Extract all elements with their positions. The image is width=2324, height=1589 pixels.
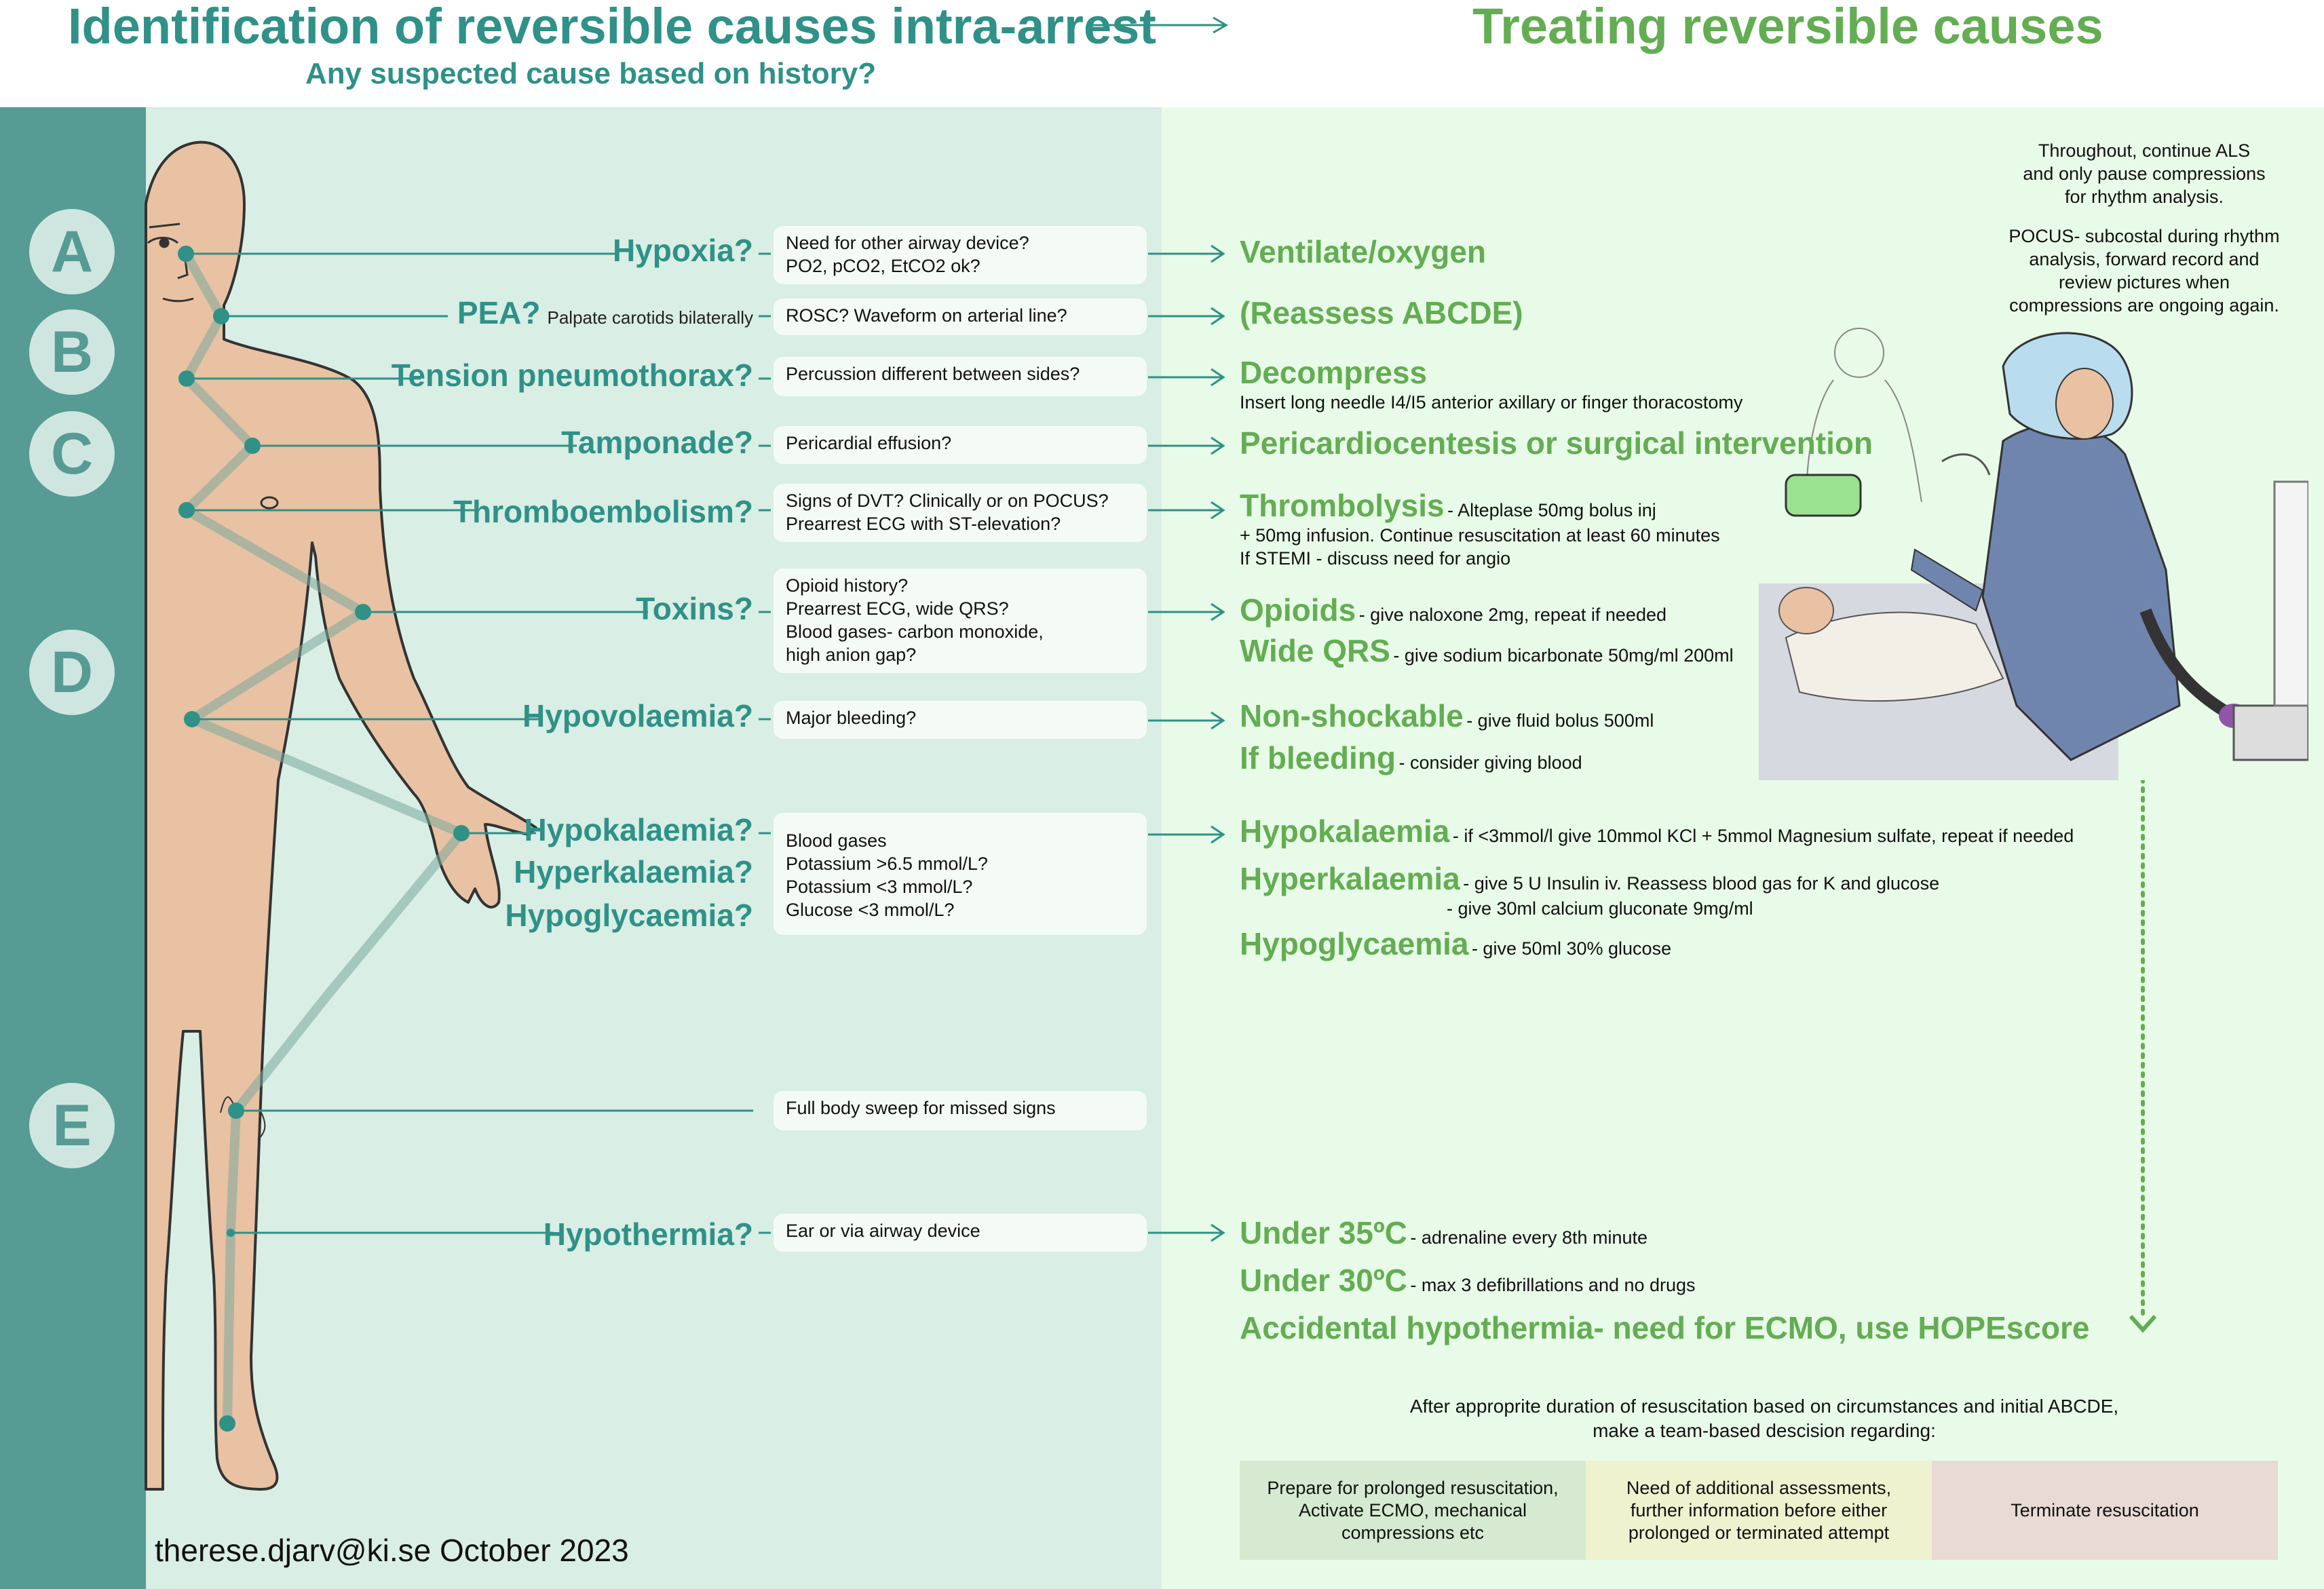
question-line: Opioid history? — [786, 575, 909, 596]
letter-d: D — [29, 630, 115, 715]
cause-hypovolaemia: Hypovolaemia? — [522, 698, 753, 733]
letter-a: A — [29, 209, 115, 294]
letter-e: E — [29, 1083, 115, 1168]
treatment-bleeding — [1240, 740, 1582, 776]
treatment-opioids-title: Opioids — [1240, 592, 1356, 628]
treatment-reassess: (Reassess ABCDE) — [1240, 295, 1523, 330]
arrow-icon — [1148, 712, 1223, 729]
treatment-hyperk-title: Hyperkalaemia — [1240, 861, 1460, 896]
arrow-icon — [1148, 826, 1223, 843]
cause-pea — [457, 294, 753, 331]
decision-intro-line: make a team-based descision regarding: — [1593, 1420, 1936, 1441]
decision-line: compressions etc — [1341, 1522, 1485, 1543]
treatment-wideqrs-title: Wide QRS — [1240, 633, 1390, 668]
treatment-hypoglycaemia — [1240, 925, 1671, 962]
cpr-illustration — [1759, 326, 2308, 780]
note-line: for rhythm analysis. — [2064, 187, 2224, 207]
arrow-icon — [1148, 438, 1223, 454]
arrow-icon — [1148, 604, 1223, 620]
treatment-hypogly-title: Hypoglycaemia — [1240, 926, 1469, 961]
treatment-non-shockable — [1240, 697, 1654, 734]
question-line: Prearrest ECG, wide QRS? — [786, 598, 1009, 619]
treatment-bleeding-note: - consider giving blood — [1398, 752, 1582, 773]
question-line: Blood gases — [786, 830, 887, 851]
decision-line: Prepare for prolonged resuscitation, — [1267, 1477, 1559, 1498]
treatment-hyperkalaemia — [1240, 860, 1939, 920]
treatment-decompress-title: Decompress — [1240, 355, 1428, 390]
question-line: Potassium >6.5 mmol/L? — [786, 854, 988, 874]
treatment-under30-title: Under 30ºC — [1240, 1263, 1407, 1298]
question-line: Potassium <3 mmol/L? — [786, 877, 973, 897]
cause-hypoglycaemia: Hypoglycaemia? — [505, 898, 753, 933]
als-pocus-note — [1988, 139, 2300, 317]
treatment-ventilate: Ventilate/oxygen — [1240, 234, 1487, 269]
treatment-bleeding-title: If bleeding — [1240, 740, 1396, 776]
letter-b: B — [29, 309, 115, 395]
cause-pea-note: Palpate carotids bilaterally — [547, 307, 753, 328]
note-line: POCUS- subcostal during rhythm — [2008, 226, 2280, 246]
question-line: Prearrest ECG with ST-elevation? — [786, 514, 1061, 534]
question-line: Glucose <3 mmol/L? — [786, 900, 955, 920]
arrow-icon — [1148, 246, 1223, 262]
decision-terminate — [1932, 1461, 2278, 1560]
treatment-decompress — [1240, 354, 1742, 414]
note-line: Throughout, continue ALS — [2038, 140, 2251, 161]
question-line: PO2, pCO2, EtCO2 ok? — [786, 256, 980, 276]
cause-hypokalaemia: Hypokalaemia? — [524, 812, 753, 847]
question-box-body-sweep — [774, 1091, 1147, 1130]
cause-tension-pneumothorax: Tension pneumothorax? — [391, 358, 753, 393]
question-line: high anion gap? — [786, 645, 917, 665]
question-box-thromboembolism — [774, 484, 1147, 542]
treatment-under-30 — [1240, 1262, 1696, 1299]
treatment-hypokalaemia — [1240, 813, 2074, 849]
decision-line: prolonged or terminated attempt — [1628, 1522, 1890, 1543]
subtitle-left: Any suspected cause based on history? — [305, 57, 877, 90]
question-box-tension — [774, 357, 1147, 396]
treatment-hyperk-note1: - give 5 U Insulin iv. Reassess blood gas for K and glucose — [1463, 873, 1940, 894]
arrow-icon — [1148, 1225, 1223, 1241]
cause-hypoxia: Hypoxia? — [612, 233, 753, 268]
question-line: Pericardial effusion? — [786, 433, 952, 453]
note-line — [1988, 208, 2300, 225]
cause-hypothermia: Hypothermia? — [543, 1217, 753, 1252]
treatment-thrombolysis-title: Thrombolysis — [1240, 488, 1445, 523]
question-line: Signs of DVT? Clinically or on POCUS? — [786, 491, 1109, 511]
title-left: Identification of reversible causes intra-arrest — [68, 0, 1156, 54]
treatment-thrombolysis-note1: - Alteplase 50mg bolus inj — [1447, 500, 1656, 520]
cause-thromboembolism: Thromboembolism? — [453, 494, 753, 529]
treatment-hypok-title: Hypokalaemia — [1240, 813, 1450, 849]
question-line: Full body sweep for missed signs — [786, 1098, 1056, 1118]
decision-line: Need of additional assessments, — [1626, 1477, 1892, 1498]
treatment-hypok-note: - if <3mmol/l give 10mmol KCl + 5mmol Magnesium sulfate, repeat if needed — [1452, 826, 2074, 846]
decision-prolonged-resuscitation — [1240, 1461, 1586, 1560]
cause-toxins: Toxins? — [636, 591, 753, 626]
treatment-decompress-note: Insert long needle I4/I5 anterior axillary or finger thoracostomy — [1240, 392, 1743, 413]
treatment-under-35 — [1240, 1214, 1647, 1251]
treatment-opioids — [1240, 592, 1666, 628]
note-line: review pictures when — [2058, 272, 2230, 292]
treatment-wideqrs-note: - give sodium bicarbonate 50mg/ml 200ml — [1393, 645, 1734, 666]
decision-line: Terminate resuscitation — [2011, 1499, 2199, 1520]
treatment-thrombolysis — [1240, 487, 1720, 570]
treatment-hyperk-note2: - give 30ml calcium gluconate 9mg/ml — [1447, 898, 1753, 919]
question-box-tamponade — [774, 426, 1147, 464]
treatment-nonshock-title: Non-shockable — [1240, 698, 1464, 733]
arrow-icon — [1148, 502, 1223, 518]
question-line: Percussion different between sides? — [786, 364, 1080, 384]
question-box-pea — [774, 299, 1147, 335]
question-line: Blood gases- carbon monoxide, — [786, 621, 1044, 642]
treatment-arrows — [1148, 246, 1223, 1241]
question-box-hypovolaemia — [774, 701, 1147, 739]
question-line: Need for other airway device? — [786, 233, 1029, 253]
title-right: Treating reversible causes — [1472, 0, 2103, 54]
treatment-wide-qrs — [1240, 632, 1734, 669]
cause-pea-label: PEA? — [457, 295, 541, 330]
cause-hyperkalaemia: Hyperkalaemia? — [514, 854, 753, 889]
decision-additional-assessments — [1586, 1461, 1932, 1560]
question-line: ROSC? Waveform on arterial line? — [786, 305, 1067, 326]
arrow-icon — [1148, 369, 1223, 385]
cause-tamponade: Tamponade? — [561, 425, 753, 460]
note-line: and only pause compressions — [2023, 164, 2266, 184]
note-line: analysis, forward record and — [2029, 249, 2260, 269]
question-box-hypoxia — [774, 226, 1147, 284]
treatment-nonshock-note: - give fluid bolus 500ml — [1466, 710, 1654, 731]
treatment-pericardiocentesis: Pericardiocentesis or surgical intervention — [1240, 425, 1873, 461]
treatment-under30-note: - max 3 defibrillations and no drugs — [1410, 1275, 1696, 1295]
treatment-under35-note: - adrenaline every 8th minute — [1410, 1227, 1648, 1248]
treatment-ecmo: Accidental hypothermia- need for ECMO, use HOPEscore — [1240, 1310, 2090, 1345]
question-box-toxins — [774, 569, 1147, 673]
treatment-under35-title: Under 35ºC — [1240, 1215, 1407, 1250]
question-line: Major bleeding? — [786, 708, 917, 728]
decision-intro-line: After appropritе duration of resuscitation based on circumstances and initial ABCDE, — [1409, 1396, 2119, 1417]
treatment-thrombolysis-note2: + 50mg infusion. Continue resuscitation at least 60 minutes — [1240, 525, 1720, 545]
decision-intro — [1330, 1394, 2198, 1443]
question-line: Ear or via airway device — [786, 1221, 980, 1241]
author-signature: therese.djarv@ki.se October 2023 — [155, 1533, 629, 1568]
decision-line: Activate ECMO, mechanical — [1298, 1499, 1527, 1520]
question-box-metabolic — [774, 813, 1147, 935]
note-line: compressions are ongoing again. — [2009, 295, 2279, 315]
decision-line: further information before either — [1630, 1499, 1888, 1520]
treatment-thrombolysis-note3: If STEMI - discuss need for angio — [1240, 548, 1511, 569]
question-box-hypothermia — [774, 1214, 1147, 1252]
treatment-opioids-note: - give naloxone 2mg, repeat if needed — [1358, 605, 1666, 625]
letter-c: C — [29, 411, 115, 497]
treatment-hypogly-note: - give 50ml 30% glucose — [1471, 938, 1672, 959]
arrow-icon — [1148, 308, 1223, 324]
